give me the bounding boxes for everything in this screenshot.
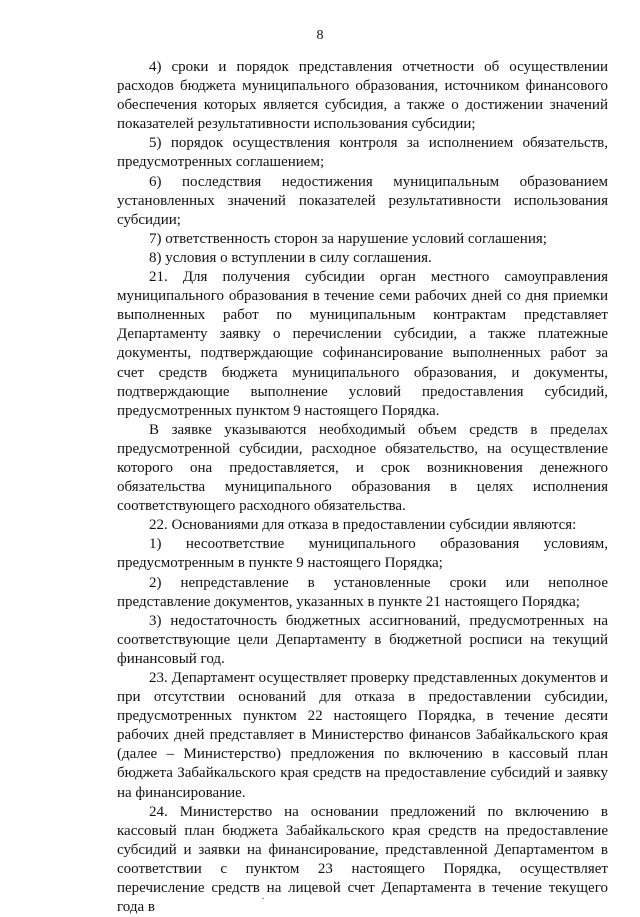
paragraph-item-6: 6) последствия недостижения муниципальным образованием установленных значений показателей результативности использования субсидии;	[117, 173, 608, 228]
paragraph-item-5: 5) порядок осуществления контроля за исполнением обязательств, предусмотренных соглашением;	[117, 135, 608, 171]
paragraph-clause-22-item-2: 2) непредставление в установленные сроки или неполное представление документов, указанных в пункте 21 настоящего Порядка;	[117, 574, 608, 610]
paragraph-clause-24: 24. Министерство на основании предложений по включению в кассовый план бюджета Забайкальского края средств на предоставление субсидий и заявки на финансирование, представленной Департаментом в соответствии с пунктом 23 настоящего Порядка, осуществляет перечисление средств на лицевой счет Департамента в течение текущего года в	[117, 803, 608, 916]
paragraph-clause-22-item-1: 1) несоответствие муниципального образования условиям, предусмотренным в пункте 9 настоящего Порядка;	[117, 536, 608, 572]
paragraph-item-7: 7) ответственность сторон за нарушение условий соглашения;	[149, 230, 547, 247]
paragraph-clause-22-item-3: 3) недостаточность бюджетных ассигнований, предусмотренных на соответствующие цели Департаменту в бюджетной росписи на текущий финансовый год.	[117, 612, 608, 667]
paragraph-item-4: 4) сроки и порядок представления отчетности об осуществлении расходов бюджета муниципального образования, источником финансового обеспечения которых является субсидия, а также о достижении значений показателей результативности использования субсидии;	[117, 59, 608, 133]
scan-artifact	[262, 898, 264, 899]
paragraph-clause-22: 22. Основаниями для отказа в предоставлении субсидии являются:	[149, 517, 577, 534]
paragraph-item-8: 8) условия о вступлении в силу соглашения.	[149, 249, 432, 266]
paragraph-clause-21: 21. Для получения субсидии орган местного самоуправления муниципального образования в течение семи рабочих дней со дня приемки выполненных работ по муниципальным контрактам представляет Департаменту заявку о перечислении субсидии, а также платежные документы, подтверждающие софинансирование выполненных работ за счет средств бюджета муниципального образования, и документы, подтверждающие выполнение условий предоставления субсидий, предусмотренных пунктом 9 настоящего Порядка.	[117, 269, 608, 419]
paragraph-clause-21-request: В заявке указываются необходимый объем средств в пределах предусмотренной субсидии, расходное обязательство, на осуществление которого она предоставляется, и срок возникновения денежного обязательства муниципального образования в целях исполнения соответствующего расходного обязательства.	[117, 421, 608, 515]
paragraph-clause-23: 23. Департамент осуществляет проверку представленных документов и при отсутствии оснований для отказа в предоставлении субсидии, предусмотренных пунктом 22 настоящего Порядка, в течение десяти рабочих дней представляет в Министерство финансов Забайкальского края (далее – Министерство) предложения по включению в кассовый план бюджета Забайкальского края средств на предоставление субсидий и заявку на финансирование.	[117, 670, 608, 801]
document-body	[117, 58, 608, 917]
page-number: 8	[316, 28, 324, 43]
